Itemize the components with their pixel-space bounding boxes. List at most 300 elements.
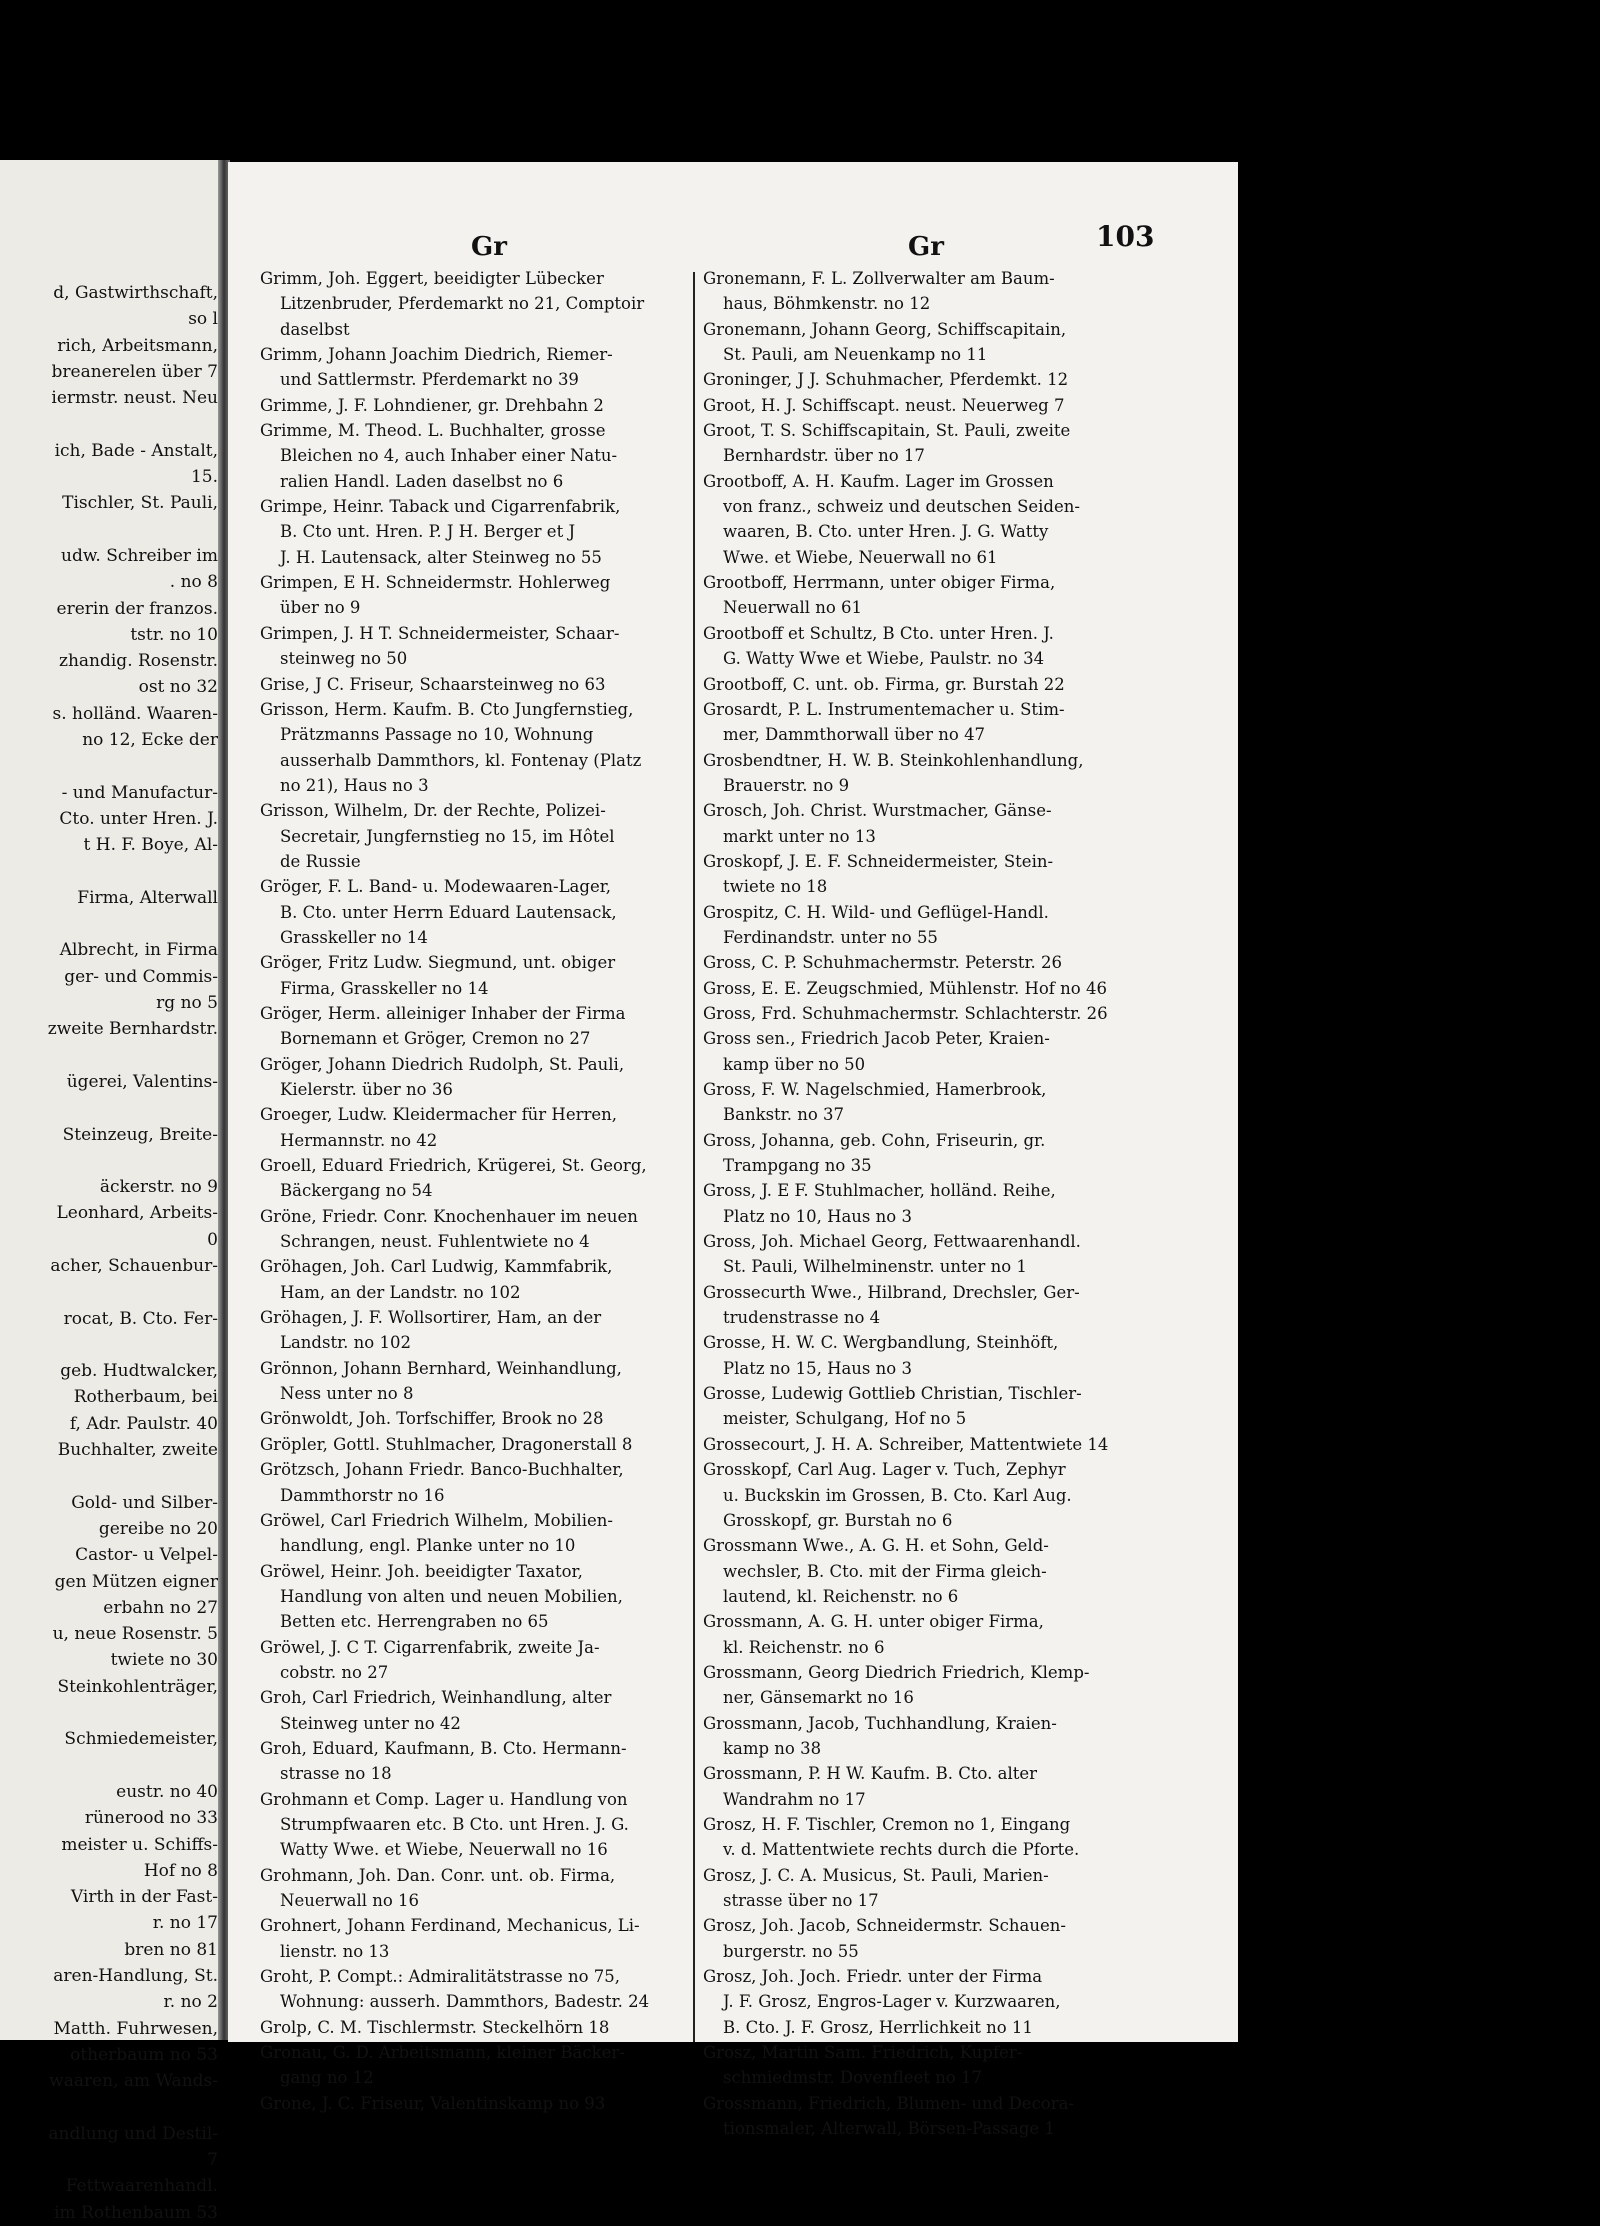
left-page-line: aren-Handlung, St.	[53, 1966, 218, 1986]
directory-column-left	[260, 266, 730, 2116]
entry-continuation-line: ausserhalb Dammthors, kl. Fontenay (Platz	[280, 750, 642, 770]
right-page	[228, 162, 1238, 2139]
directory-entry	[703, 1964, 1173, 2040]
directory-entry	[260, 1001, 730, 1052]
entry-continuation-line: kamp no 38	[723, 1738, 822, 1758]
left-page-line	[0, 411, 222, 437]
directory-entry	[260, 874, 730, 950]
entry-first-line: Grosz, Martin Sam. Friedrich, Kupfer-	[703, 2043, 1023, 2063]
directory-entry	[260, 798, 730, 874]
directory-entry	[703, 672, 1173, 697]
entry-first-line: Grootboff, A. H. Kaufm. Lager im Grossen	[703, 471, 1054, 491]
entry-first-line: Grosbendtner, H. W. B. Steinkohlenhandlung,	[703, 750, 1084, 770]
entry-first-line: Grosz, Joh. Jacob, Schneidermstr. Schauen-	[703, 1916, 1066, 1936]
left-page-line: Virth in der Fast-	[70, 1887, 218, 1908]
directory-entry	[703, 266, 1173, 317]
left-page-line	[0, 753, 222, 779]
entry-first-line: Groninger, J J. Schuhmacher, Pferdemkt. 12	[703, 370, 1069, 390]
left-page-line: geb. Hudtwalcker,	[60, 1361, 218, 1382]
entry-continuation-line: lienstr. no 13	[280, 1941, 390, 1961]
left-page-line: 0	[207, 1229, 218, 1250]
left-page-line: erbahn no 27	[103, 1597, 218, 1618]
entry-continuation-line: de Russie	[280, 851, 361, 871]
left-page-line: andlung und Destil-	[48, 2123, 218, 2144]
directory-entry	[260, 1508, 730, 1559]
left-page-line: Albrecht, in Firma	[59, 940, 218, 961]
directory-entry	[703, 1913, 1173, 1964]
left-page-line: Rotherbaum, bei	[73, 1387, 218, 1408]
entry-first-line: Gross, Joh. Michael Georg, Fettwaarenhandl.	[703, 1232, 1081, 1252]
entry-continuation-line: v. d. Mattentwiete rechts durch die Pforte.	[723, 1840, 1080, 1860]
entry-first-line: Grossmann, A. G. H. unter obiger Firma,	[703, 1612, 1044, 1632]
left-page-line	[0, 1095, 222, 1121]
entry-first-line: Grötzsch, Johann Friedr. Banco-Buchhalter,	[260, 1460, 624, 1480]
entry-first-line: Grosz, H. F. Tischler, Cremon no 1, Eingang	[703, 1814, 1071, 1834]
entry-first-line: Grönwoldt, Joh. Torfschiffer, Brook no 28	[260, 1409, 604, 1429]
left-page-line: rg no 5	[156, 993, 218, 1014]
entry-first-line: Grosse, Ludewig Gottlieb Christian, Tischler-	[703, 1384, 1082, 1404]
left-page-line: iermstr. neust. Neu	[51, 388, 218, 409]
directory-entry	[703, 1381, 1173, 1432]
left-page-line: Castor- u Velpel-	[75, 1545, 218, 1566]
directory-entry	[260, 266, 730, 342]
left-page-line: zhandig. Rosenstr.	[59, 651, 218, 672]
entry-continuation-line: Landstr. no 102	[280, 1333, 411, 1353]
left-page-line: ger- und Commis-	[64, 966, 218, 987]
left-page-line: meister u. Schiffs-	[61, 1834, 218, 1855]
directory-column-right	[703, 266, 1173, 2141]
directory-entry	[703, 1863, 1173, 1914]
entry-first-line: Gronemann, Johann Georg, Schiffscapitain,	[703, 319, 1067, 339]
entry-continuation-line: Bleichen no 4, auch Inhaber einer Natu-	[280, 446, 618, 466]
column-header-left: Gr	[471, 232, 507, 262]
directory-entry	[703, 317, 1173, 368]
entry-first-line: Grosardt, P. L. Instrumentemacher u. Stim-	[703, 699, 1065, 719]
entry-continuation-line: B. Cto unt. Hren. P. J H. Berger et J	[280, 522, 576, 542]
entry-first-line: Grossecurth Wwe., Hilbrand, Drechsler, Ger-	[703, 1282, 1080, 1302]
left-page-line: d, Gastwirthschaft,	[53, 283, 218, 303]
directory-entry	[260, 697, 730, 798]
left-page-line: rocat, B. Cto. Fer-	[63, 1308, 218, 1329]
entry-first-line: Grohmann et Comp. Lager u. Handlung von	[260, 1789, 628, 1809]
directory-entry	[260, 342, 730, 393]
entry-continuation-line: wechsler, B. Cto. mit der Firma gleich-	[723, 1561, 1047, 1581]
entry-first-line: Grootboff, C. unt. ob. Firma, gr. Burstah 22	[703, 674, 1065, 694]
directory-entry	[260, 672, 730, 697]
left-page-line	[0, 1332, 222, 1358]
entry-first-line: Grimme, J. F. Lohndiener, gr. Drehbahn 2	[260, 395, 604, 415]
entry-first-line: Groht, P. Compt.: Admiralitätstrasse no 75,	[260, 1967, 621, 1987]
entry-first-line: Grimme, M. Theod. L. Buchhalter, grosse	[260, 421, 606, 441]
entry-first-line: Groeger, Ludw. Kleidermacher für Herren,	[260, 1105, 617, 1125]
entry-first-line: Grohnert, Johann Ferdinand, Mechanicus, Li-	[260, 1916, 640, 1936]
directory-entry	[260, 1964, 730, 2015]
entry-continuation-line: Wohnung: ausserh. Dammthors, Badestr. 24	[280, 1992, 650, 2012]
left-page-line: Matth. Fuhrwesen,	[53, 2018, 218, 2039]
left-page-line: rünerood no 33	[84, 1808, 218, 1829]
entry-continuation-line: J. H. Lautensack, alter Steinweg no 55	[280, 547, 602, 567]
entry-continuation-line: Handlung von alten und neuen Mobilien,	[280, 1586, 623, 1606]
directory-entry	[703, 367, 1173, 392]
entry-continuation-line: twiete no 18	[723, 877, 828, 897]
entry-first-line: Gröpler, Gottl. Stuhlmacher, Dragonerstall 8	[260, 1434, 633, 1454]
left-page-line: Gold- und Silber-	[71, 1492, 218, 1513]
left-page-line	[0, 1753, 222, 1779]
left-page-line: Cto. unter Hren. J.	[59, 808, 218, 829]
directory-entry	[703, 393, 1173, 418]
directory-entry	[260, 1457, 730, 1508]
directory-entry	[703, 1001, 1173, 1026]
entry-continuation-line: Strumpfwaaren etc. B Cto. unt Hren. J. G.	[280, 1814, 629, 1834]
left-page-line: gereibe no 20	[98, 1518, 218, 1539]
directory-entry	[260, 2091, 730, 2116]
directory-entry	[703, 418, 1173, 469]
entry-first-line: Gröwel, Heinr. Joh. beeidigter Taxator,	[260, 1561, 583, 1581]
directory-entry	[703, 1457, 1173, 1533]
entry-first-line: Grossmann, P. H W. Kaufm. B. Cto. alter	[703, 1764, 1038, 1784]
directory-entry	[260, 2015, 730, 2040]
entry-continuation-line: tionsmaler, Alterwall, Börsen-Passage 1	[723, 2119, 1055, 2139]
entry-first-line: Grosz, J. C. A. Musicus, St. Pauli, Marien-	[703, 1865, 1049, 1885]
directory-entry	[703, 1660, 1173, 1711]
directory-entry	[703, 570, 1173, 621]
entry-first-line: Grisson, Wilhelm, Dr. der Rechte, Polizei-	[260, 801, 606, 821]
left-page-line: . no 8	[169, 572, 218, 593]
directory-entry	[260, 1635, 730, 1686]
entry-continuation-line: mer, Dammthorwall über no 47	[723, 725, 986, 745]
entry-continuation-line: Secretair, Jungfernstieg no 15, im Hôtel	[280, 826, 615, 846]
left-page-line: u, neue Rosenstr. 5	[52, 1624, 218, 1645]
entry-first-line: Grimpen, J. H T. Schneidermeister, Schaar-	[260, 623, 620, 643]
directory-entry	[260, 1863, 730, 1914]
entry-first-line: Grossmann, Friedrich, Blumen- und Decora-	[703, 2093, 1075, 2113]
left-page-line: zweite Bernhardstr.	[47, 1019, 218, 1040]
entry-continuation-line: Wandrahm no 17	[723, 1789, 866, 1809]
entry-continuation-line: cobstr. no 27	[280, 1662, 389, 1682]
entry-continuation-line: Hermannstr. no 42	[280, 1130, 438, 1150]
left-page-line: Schmiedemeister,	[64, 1729, 218, 1750]
entry-first-line: Gröger, Fritz Ludw. Siegmund, unt. obiger	[260, 953, 616, 973]
entry-first-line: Grisson, Herm. Kaufm. B. Cto Jungfernstieg,	[260, 699, 634, 719]
entry-first-line: Gröwel, J. C T. Cigarrenfabrik, zweite Ja-	[260, 1637, 600, 1657]
left-page-line: 15.	[190, 467, 218, 488]
directory-entry	[703, 1432, 1173, 1457]
directory-entry	[260, 950, 730, 1001]
left-page	[0, 160, 224, 2223]
entry-continuation-line: Betten etc. Herrengraben no 65	[280, 1612, 549, 1632]
entry-continuation-line: handlung, engl. Planke unter no 10	[280, 1536, 576, 1556]
left-page-line	[0, 911, 222, 937]
directory-entry	[703, 900, 1173, 951]
entry-continuation-line: Prätzmanns Passage no 10, Wohnung	[280, 725, 594, 745]
left-page-line: Hof no 8	[143, 1860, 218, 1881]
directory-entry	[260, 621, 730, 672]
entry-continuation-line: Wwe. et Wiebe, Neuerwall no 61	[723, 547, 998, 567]
entry-first-line: Gross, C. P. Schuhmachermstr. Peterstr. 26	[703, 953, 1063, 973]
entry-continuation-line: kamp über no 50	[723, 1054, 866, 1074]
directory-entry	[703, 1178, 1173, 1229]
entry-continuation-line: kl. Reichenstr. no 6	[723, 1637, 885, 1657]
directory-entry	[703, 1077, 1173, 1128]
entry-first-line: Grossecourt, J. H. A. Schreiber, Mattentwiete 14	[703, 1434, 1109, 1454]
entry-first-line: Grohmann, Joh. Dan. Conr. unt. ob. Firma,	[260, 1865, 616, 1885]
directory-entry	[260, 494, 730, 570]
directory-entry	[260, 1559, 730, 1635]
entry-continuation-line: Ness unter no 8	[280, 1384, 414, 1404]
left-page-line	[0, 1043, 222, 1069]
entry-first-line: Grootboff, Herrmann, unter obiger Firma,	[703, 573, 1056, 593]
entry-first-line: Grootboff et Schultz, B Cto. unter Hren. J.	[703, 623, 1054, 643]
entry-continuation-line: St. Pauli, am Neuenkamp no 11	[723, 345, 988, 365]
directory-entry	[260, 418, 730, 494]
directory-entry	[703, 1026, 1173, 1077]
directory-entry	[703, 849, 1173, 900]
directory-entry	[260, 1052, 730, 1103]
entry-continuation-line: Grosskopf, gr. Burstah no 6	[723, 1510, 953, 1530]
left-page-line	[0, 517, 222, 543]
left-page-line	[0, 859, 222, 885]
entry-first-line: Gröger, Herm. alleiniger Inhaber der Firma	[260, 1003, 626, 1023]
left-page-line: Fettwaarenhandl.	[65, 2176, 218, 2197]
directory-entry	[260, 1736, 730, 1787]
entry-first-line: Grimpen, E H. Schneidermstr. Hohlerweg	[260, 573, 611, 593]
left-page-line: im Rothenbaum 53	[54, 2202, 218, 2223]
directory-entry	[703, 1229, 1173, 1280]
entry-continuation-line: Bäckergang no 54	[280, 1181, 433, 1201]
entry-first-line: Gross sen., Friedrich Jacob Peter, Kraien-	[703, 1029, 1050, 1049]
entry-continuation-line: strasse no 18	[280, 1764, 392, 1784]
left-page-line: otherbaum no 53	[70, 2044, 218, 2065]
directory-entry	[703, 1711, 1173, 1762]
column-header-right: Gr	[908, 232, 944, 262]
directory-entry	[703, 1533, 1173, 1609]
entry-continuation-line: G. Watty Wwe et Wiebe, Paulstr. no 34	[723, 649, 1045, 669]
left-page-line: s. holländ. Waaren-	[52, 703, 218, 724]
entry-first-line: Grimm, Johann Joachim Diedrich, Riemer-	[260, 345, 613, 365]
entry-continuation-line: Trampgang no 35	[723, 1156, 872, 1176]
entry-first-line: Gross, Johanna, geb. Cohn, Friseurin, gr.	[703, 1130, 1046, 1150]
entry-continuation-line: J. F. Grosz, Engros-Lager v. Kurzwaaren,	[723, 1992, 1061, 2012]
left-page-line: breanerelen über 7	[51, 361, 218, 382]
entry-continuation-line: über no 9	[280, 598, 361, 618]
entry-first-line: Gröwel, Carl Friedrich Wilhelm, Mobilien-	[260, 1510, 613, 1530]
left-page-text	[0, 280, 222, 2226]
entry-first-line: Grönnon, Johann Bernhard, Weinhandlung,	[260, 1358, 622, 1378]
entry-continuation-line: steinweg no 50	[280, 649, 408, 669]
directory-entry	[703, 976, 1173, 1001]
entry-first-line: Gross, J. E F. Stuhlmacher, holländ. Reihe,	[703, 1181, 1056, 1201]
entry-continuation-line: Litzenbruder, Pferdemarkt no 21, Comptoir	[280, 294, 645, 314]
entry-first-line: Groell, Eduard Friedrich, Krügerei, St. Georg,	[260, 1156, 647, 1176]
entry-continuation-line: ner, Gänsemarkt no 16	[723, 1688, 914, 1708]
entry-continuation-line: von franz., schweiz und deutschen Seiden-	[723, 497, 1080, 517]
directory-entry	[703, 1128, 1173, 1179]
left-page-line: Buchhalter, zweite	[57, 1440, 218, 1461]
entry-first-line: Grosskopf, Carl Aug. Lager v. Tuch, Zephyr	[703, 1460, 1066, 1480]
directory-entry	[260, 1406, 730, 1431]
entry-first-line: Grolp, C. M. Tischlermstr. Steckelhörn 18	[260, 2017, 610, 2037]
directory-entry	[703, 2091, 1173, 2142]
left-page-line: so l	[188, 309, 218, 330]
entry-first-line: Grossmann Wwe., A. G. H. et Sohn, Geld-	[703, 1536, 1049, 1556]
directory-entry	[703, 798, 1173, 849]
entry-first-line: Gröger, Johann Diedrich Rudolph, St. Pauli,	[260, 1054, 625, 1074]
entry-first-line: Gross, E. E. Zeugschmied, Mühlenstr. Hof no 46	[703, 978, 1107, 998]
entry-first-line: Groh, Carl Friedrich, Weinhandlung, alter	[260, 1688, 612, 1708]
entry-continuation-line: Bornemann et Gröger, Cremon no 27	[280, 1029, 591, 1049]
entry-first-line: Gronemann, F. L. Zollverwalter am Baum-	[703, 269, 1055, 288]
left-page-line	[0, 1463, 222, 1489]
entry-first-line: Gross, F. W. Nagelschmied, Hamerbrook,	[703, 1080, 1047, 1099]
entry-continuation-line: Firma, Grasskeller no 14	[280, 978, 489, 998]
directory-entry	[703, 1812, 1173, 1863]
left-page-line: Steinkohlenträger,	[57, 1676, 218, 1697]
column-divider	[693, 272, 695, 2042]
entry-first-line: Grimpe, Heinr. Taback und Cigarrenfabrik,	[260, 497, 621, 517]
entry-continuation-line: Watty Wwe. et Wiebe, Neuerwall no 16	[280, 1840, 608, 1860]
entry-continuation-line: Neuerwall no 61	[723, 598, 863, 618]
entry-continuation-line: Dammthorstr no 16	[280, 1485, 445, 1505]
entry-continuation-line: B. Cto. unter Herrn Eduard Lautensack,	[280, 902, 617, 922]
directory-entry	[703, 1330, 1173, 1381]
entry-continuation-line: Platz no 15, Haus no 3	[723, 1358, 912, 1378]
directory-entry	[260, 1787, 730, 1863]
entry-first-line: Groot, T. S. Schiffscapitain, St. Pauli, zweite	[703, 421, 1071, 441]
entry-continuation-line: B. Cto. J. F. Grosz, Herrlichkeit no 11	[723, 2017, 1033, 2037]
directory-entry	[260, 1254, 730, 1305]
left-page-line: udw. Schreiber im	[61, 545, 218, 566]
left-page-line: r. no 2	[163, 1992, 218, 2013]
directory-entry	[260, 1432, 730, 1457]
entry-first-line: Grossmann, Jacob, Tuchhandlung, Kraien-	[703, 1713, 1057, 1733]
entry-first-line: Gronau, G. D. Arbeitsmann, kleiner Bäcker-	[260, 2043, 625, 2063]
entry-first-line: Gröhagen, J. F. Wollsortirer, Ham, an der	[260, 1308, 602, 1328]
entry-continuation-line: Kielerstr. über no 36	[280, 1080, 453, 1099]
entry-first-line: Gröhagen, Joh. Carl Ludwig, Kammfabrik,	[260, 1257, 613, 1277]
directory-entry	[703, 748, 1173, 799]
left-page-line	[0, 1148, 222, 1174]
left-page-line: äckerstr. no 9	[99, 1177, 218, 1198]
directory-entry	[703, 2040, 1173, 2091]
left-page-line: r. no 17	[152, 1913, 218, 1934]
entry-continuation-line: Schrangen, neust. Fuhlentwiete no 4	[280, 1232, 590, 1252]
left-page-line: gen Mützen eigner	[54, 1571, 218, 1592]
entry-first-line: Gross, Frd. Schuhmachermstr. Schlachterstr. 26	[703, 1003, 1108, 1023]
entry-first-line: Grosz, Joh. Joch. Friedr. unter der Firma	[703, 1967, 1043, 1987]
left-page-line: eustr. no 40	[116, 1781, 218, 1802]
directory-entry	[260, 1685, 730, 1736]
left-page-line: waaren, am Wands-	[49, 2071, 218, 2092]
entry-continuation-line: trudenstrasse no 4	[723, 1308, 881, 1328]
left-page-line: twiete no 30	[110, 1650, 218, 1671]
entry-continuation-line: ralien Handl. Laden daselbst no 6	[280, 471, 564, 491]
directory-entry	[260, 1305, 730, 1356]
directory-entry	[260, 570, 730, 621]
entry-continuation-line: St. Pauli, Wilhelminenstr. unter no 1	[723, 1257, 1027, 1277]
entry-continuation-line: burgerstr. no 55	[723, 1941, 859, 1961]
entry-continuation-line: Brauerstr. no 9	[723, 775, 850, 795]
left-page-line: tstr. no 10	[130, 624, 218, 645]
directory-entry	[260, 1204, 730, 1255]
entry-continuation-line: Bernhardstr. über no 17	[723, 446, 925, 466]
entry-first-line: Grospitz, C. H. Wild- und Geflügel-Handl.	[703, 902, 1049, 922]
directory-entry	[703, 1609, 1173, 1660]
entry-first-line: Groh, Eduard, Kaufmann, B. Cto. Hermann-	[260, 1738, 627, 1758]
left-page-line: t H. F. Boye, Al-	[83, 835, 218, 856]
directory-entry	[260, 2040, 730, 2091]
left-page-line	[0, 2094, 222, 2120]
directory-entry	[703, 950, 1173, 975]
entry-continuation-line: Platz no 10, Haus no 3	[723, 1206, 912, 1226]
entry-continuation-line: haus, Böhmkenstr. no 12	[723, 294, 931, 314]
entry-continuation-line: Bankstr. no 37	[723, 1105, 845, 1125]
directory-entry	[260, 1913, 730, 1964]
left-page-line: acher, Schauenbur-	[50, 1255, 218, 1276]
entry-continuation-line: Ham, an der Landstr. no 102	[280, 1282, 521, 1302]
left-page-line: ost no 32	[138, 677, 218, 698]
entry-continuation-line: meister, Schulgang, Hof no 5	[723, 1409, 967, 1429]
entry-first-line: Grosch, Joh. Christ. Wurstmacher, Gänse-	[703, 801, 1052, 821]
entry-continuation-line: strasse über no 17	[723, 1891, 879, 1910]
left-page-line: - und Manufactur-	[61, 782, 218, 803]
page-number: 103	[1096, 220, 1155, 253]
entry-first-line: Grossmann, Georg Diedrich Friedrich, Klemp-	[703, 1662, 1090, 1682]
left-page-line: Steinzeug, Breite-	[62, 1124, 218, 1145]
entry-continuation-line: Grasskeller no 14	[280, 927, 428, 947]
left-page-line: Firma, Alterwall	[77, 887, 218, 908]
directory-entry	[703, 1761, 1173, 1812]
entry-continuation-line: gang no 12	[280, 2068, 374, 2088]
entry-first-line: Grimm, Joh. Eggert, beeidigter Lübecker	[260, 269, 604, 288]
entry-continuation-line: Steinweg unter no 42	[280, 1713, 461, 1733]
entry-first-line: Grosse, H. W. C. Wergbandlung, Steinhöft,	[703, 1333, 1059, 1353]
directory-entry	[260, 393, 730, 418]
left-page-line	[0, 1279, 222, 1305]
entry-continuation-line: u. Buckskin im Grossen, B. Cto. Karl Aug.	[723, 1485, 1072, 1505]
directory-entry	[260, 1102, 730, 1153]
entry-continuation-line: schmiedmstr. Dovenfleet no 17	[723, 2068, 982, 2088]
directory-entry	[703, 697, 1173, 748]
entry-first-line: Groskopf, J. E. F. Schneidermeister, Stein-	[703, 851, 1054, 871]
entry-continuation-line: daselbst	[280, 319, 350, 339]
entry-continuation-line: waaren, B. Cto. unter Hren. J. G. Watty	[723, 522, 1049, 542]
left-page-line: Tischler, St. Pauli,	[62, 493, 218, 514]
left-page-line: f, Adr. Paulstr. 40	[69, 1413, 218, 1434]
entry-continuation-line: no 21), Haus no 3	[280, 775, 429, 795]
directory-entry	[260, 1356, 730, 1407]
left-page-line: ügerei, Valentins-	[66, 1071, 218, 1092]
entry-first-line: Gröne, Friedr. Conr. Knochenhauer im neuen	[260, 1206, 638, 1226]
entry-continuation-line: markt unter no 13	[723, 826, 876, 846]
left-page-line: ich, Bade - Anstalt,	[54, 440, 218, 461]
entry-continuation-line: und Sattlermstr. Pferdemarkt no 39	[280, 370, 579, 390]
left-page-line	[0, 1700, 222, 1726]
left-page-line: no 12, Ecke der	[82, 730, 218, 751]
left-page-line: 7	[207, 2150, 218, 2171]
directory-entry	[703, 1280, 1173, 1331]
left-page-line: rich, Arbeitsmann,	[57, 335, 218, 356]
entry-first-line: Gröger, F. L. Band- u. Modewaaren-Lager,	[260, 877, 612, 897]
directory-entry	[260, 1153, 730, 1204]
entry-first-line: Groot, H. J. Schiffscapt. neust. Neuerweg 7	[703, 395, 1065, 415]
directory-entry	[703, 621, 1173, 672]
entry-first-line: Grise, J C. Friseur, Schaarsteinweg no 63	[260, 674, 606, 694]
entry-first-line: Grone, J. C. Friseur, Valentinskamp no 93	[260, 2093, 606, 2113]
entry-continuation-line: Ferdinandstr. unter no 55	[723, 927, 938, 947]
entry-continuation-line: lautend, kl. Reichenstr. no 6	[723, 1586, 959, 1606]
entry-continuation-line: Neuerwall no 16	[280, 1891, 420, 1910]
left-page-line: bren no 81	[124, 1939, 218, 1960]
